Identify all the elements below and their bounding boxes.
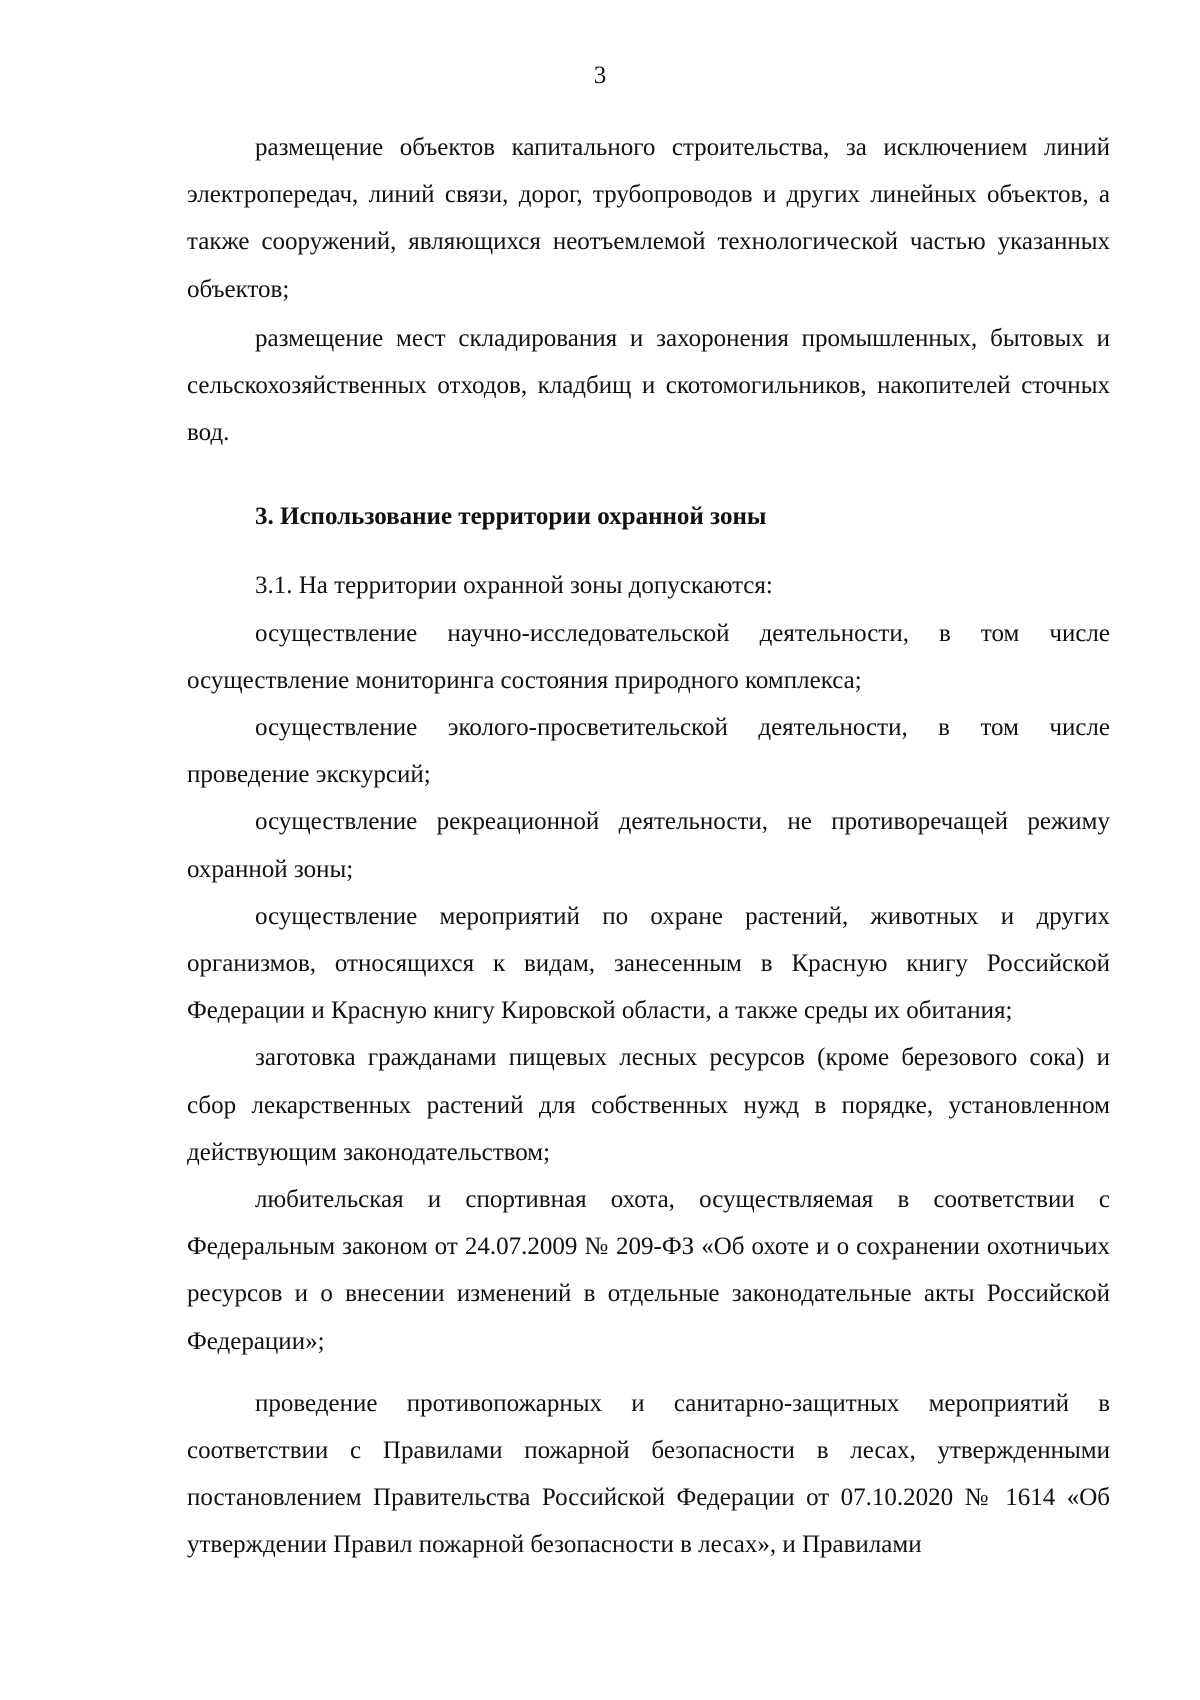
paragraph-education-activity: осуществление эколого-просветительской деятельности, в том числе проведение экскурсий;	[187, 714, 1110, 789]
paragraph-fire-safety: проведение противопожарных и санитарно-защитных мероприятий в соответствии с Правилами пожарной безопасности в лесах, утвержденными постановлением Правительства Российской Федерации от 07.10.2020 № 1614 «Об утверждении Правил пожарной безопасности в лесах», и Правилами	[187, 1389, 1110, 1559]
section-heading: 3. Использование территории охранной зоны	[255, 503, 767, 531]
page-number: 3	[593, 62, 607, 89]
paragraph-species-protection: осуществление мероприятий по охране растений, животных и других организмов, относящихся к видам, занесенным в Красную книгу Российской Федерации и Красную книгу Кировской области, а также среды их обитания;	[187, 902, 1110, 1025]
paragraph-capital-construction: размещение объектов капитального строительства, за исключением линий электропередач, линий связи, дорог, трубопроводов и других линейных объектов, а также сооружений, являющихся неотъемлемой технологической частью указанных объектов;	[187, 134, 1110, 303]
paragraph-research-activity: осуществление научно-исследовательской деятельности, в том числе осуществление мониторинга состояния природного комплекса;	[187, 619, 1110, 694]
document-body	[187, 124, 1110, 1569]
paragraph-hunting: любительская и спортивная охота, осуществляемая в соответствии с Федеральным законом от 24.07.2009 № 209-ФЗ «Об охоте и о сохранении охотничьих ресурсов и о внесении изменений в отдельные законодательные акты Российской Федерации»;	[187, 1186, 1110, 1355]
paragraph-forest-resources: заготовка гражданами пищевых лесных ресурсов (кроме березового сока) и сбор лекарственных растений для собственных нужд в порядке, установленном действующим законодательством;	[187, 1044, 1110, 1166]
paragraph-waste-storage: размещение мест складирования и захоронения промышленных, бытовых и сельскохозяйственных отходов, кладбищ и скотомогильников, накопителей сточных вод.	[187, 324, 1110, 447]
paragraph-recreation-activity: осуществление рекреационной деятельности, не противоречащей режиму охранной зоны;	[187, 808, 1110, 883]
paragraph-permitted-intro: 3.1. На территории охранной зоны допускаются:	[255, 572, 773, 600]
